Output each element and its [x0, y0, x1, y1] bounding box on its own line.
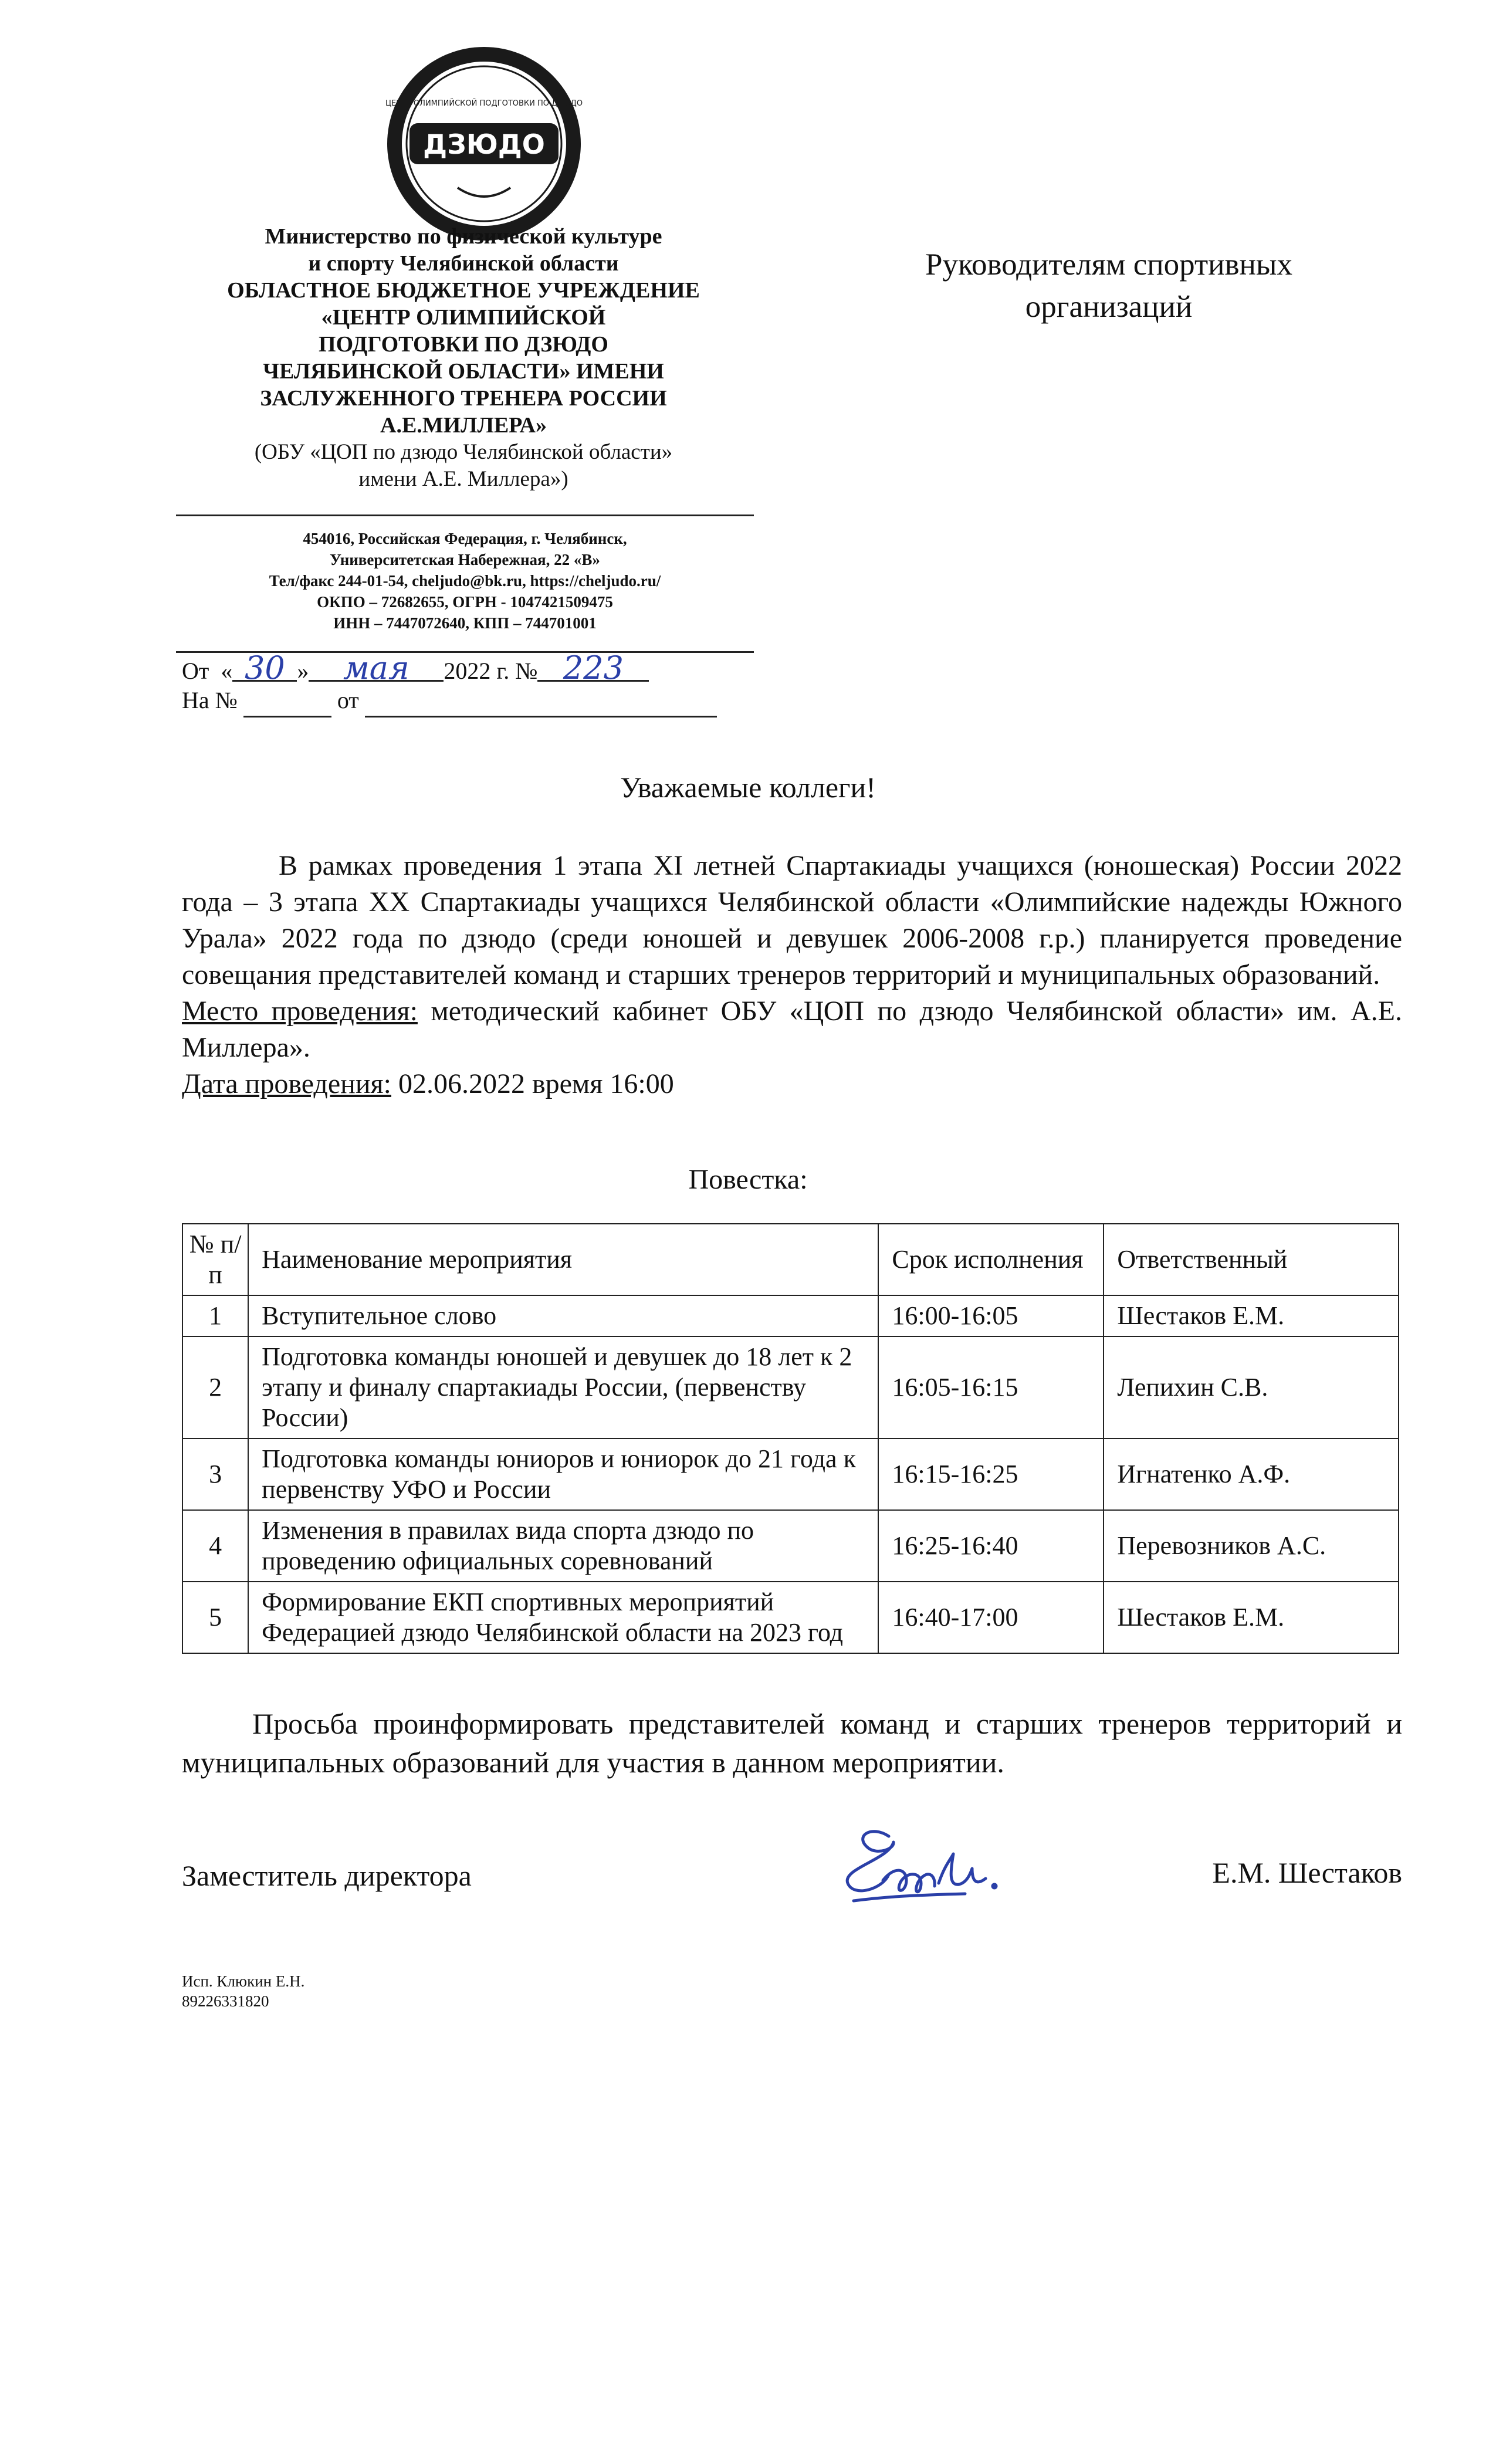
- organization-logo: [381, 41, 587, 246]
- addressee-line: Руководителям спортивных: [925, 248, 1292, 282]
- body-paragraph: В рамках проведения 1 этапа XI летней Спартакиады учащихся (юношеская) России 2022 года – 3 этапа XX Спартакиады учащихся Челябинской области «Олимпийские надежды Южного Урала» 2022 года по дзюдо (среди юношей и девушек 2006-2008 г.р.) планируется проведение совещания представителей команд и старших тренеров территорий и муниципальных образований.: [182, 850, 1402, 990]
- addressee: [868, 243, 1349, 328]
- meeting-date: [182, 1066, 1402, 1102]
- row-num: 3: [182, 1439, 248, 1510]
- place-value: методический кабинет ОБУ «ЦОП по дзюдо Челябинской области» им. А.Е. Миллера».: [182, 996, 1403, 1063]
- address-line: Тел/факс 244-01-54, cheljudo@bk.ru, https://cheljudo.ru/: [269, 572, 661, 590]
- letterhead-line: ЧЕЛЯБИНСКОЙ ОБЛАСТИ» ИМЕНИ: [263, 359, 664, 384]
- signatory-role: Заместитель директора: [182, 1859, 472, 1892]
- row-num: 1: [182, 1295, 248, 1336]
- row-num: 4: [182, 1510, 248, 1582]
- header-num: № п/п: [182, 1224, 248, 1295]
- table-row: [182, 1295, 1399, 1336]
- row-responsible: Перевозников А.С.: [1104, 1510, 1399, 1582]
- date-value: 02.06.2022 время 16:00: [391, 1068, 674, 1099]
- logo-text: ДЗЮДО: [423, 128, 545, 160]
- address-line: ИНН – 7447072640, КПП – 744701001: [333, 614, 597, 632]
- closing-request: Просьба проинформировать представителей команд и старших тренеров территорий и муниципальных образований для участия в данном мероприятии.: [182, 1707, 1402, 1779]
- letterhead-line: ОБЛАСТНОЕ БЮДЖЕТНОЕ УЧРЕЖДЕНИЕ: [227, 278, 700, 303]
- agenda-title: Повестка:: [688, 1164, 808, 1195]
- row-num: 5: [182, 1582, 248, 1653]
- address-line: Университетская Набережная, 22 «В»: [330, 551, 600, 568]
- executor-name: Исп. Клюкин Е.Н.: [182, 1972, 305, 1990]
- header-responsible: Ответственный: [1104, 1224, 1399, 1295]
- logo-ring-text: ЦЕНТР ОЛИМПИЙСКОЙ ПОДГОТОВКИ ПО ДЗЮДО: [385, 99, 583, 108]
- header-time: Срок исполнения: [878, 1224, 1104, 1295]
- ref-from-word: от: [337, 687, 359, 713]
- row-responsible: Шестаков Е.М.: [1104, 1582, 1399, 1653]
- ref-year: 2022 г. №: [444, 658, 538, 684]
- executor-info: [182, 1971, 304, 2011]
- agenda-table: [182, 1223, 1399, 1654]
- row-name: Изменения в правилах вида спорта дзюдо по проведению официальных соревнований: [248, 1510, 878, 1582]
- row-time: 16:40-17:00: [878, 1582, 1104, 1653]
- letterhead-line: ПОДГОТОВКИ ПО ДЗЮДО: [319, 332, 608, 357]
- letterhead: [176, 223, 751, 493]
- letterhead-line: ЗАСЛУЖЕННОГО ТРЕНЕРА РОССИИ: [260, 386, 667, 411]
- table-row: [182, 1510, 1399, 1582]
- ref-to-label: На №: [182, 687, 238, 713]
- ref-from-label: От: [182, 658, 209, 684]
- row-responsible: Шестаков Е.М.: [1104, 1295, 1399, 1336]
- address-line: 454016, Российская Федерация, г. Челябинск,: [303, 530, 627, 547]
- letterhead-divider: [176, 515, 754, 516]
- row-time: 16:25-16:40: [878, 1510, 1104, 1582]
- letterhead-line: «ЦЕНТР ОЛИМПИЙСКОЙ: [321, 305, 606, 330]
- letter-body: [182, 848, 1402, 1102]
- handwritten-signature: [818, 1813, 1018, 1936]
- outgoing-reference: От « 30 » мая 2022 г. № 223: [182, 656, 649, 686]
- letterhead-line: и спорту Челябинской области: [308, 251, 619, 276]
- greeting: Уважаемые коллеги!: [620, 771, 876, 804]
- row-responsible: Игнатенко А.Ф.: [1104, 1439, 1399, 1510]
- date-label: Дата проведения:: [182, 1068, 391, 1099]
- row-time: 16:15-16:25: [878, 1439, 1104, 1510]
- row-time: 16:05-16:15: [878, 1336, 1104, 1439]
- addressee-line: организаций: [1025, 290, 1193, 324]
- row-name: Подготовка команды юношей и девушек до 18 лет к 2 этапу и финалу спартакиады России, (первенству России): [248, 1336, 878, 1439]
- executor-phone: 89226331820: [182, 1992, 269, 2010]
- place-label: Место проведения:: [182, 996, 418, 1027]
- letterhead-line: А.Е.МИЛЛЕРА»: [380, 413, 547, 438]
- row-name: Формирование ЕКП спортивных мероприятий Федерацией дзюдо Челябинской области на 2023 год: [248, 1582, 878, 1653]
- header-name: Наименование мероприятия: [248, 1224, 878, 1295]
- letterhead-short-name: имени А.Е. Миллера»): [358, 467, 568, 491]
- row-name: Подготовка команды юниоров и юниорок до 21 года к первенству УФО и России: [248, 1439, 878, 1510]
- ref-number: 223: [537, 656, 649, 682]
- table-row: [182, 1439, 1399, 1510]
- signatory-name: Е.М. Шестаков: [1212, 1856, 1402, 1889]
- table-header-row: [182, 1224, 1399, 1295]
- row-num: 2: [182, 1336, 248, 1439]
- table-row: [182, 1336, 1399, 1439]
- row-time: 16:00-16:05: [878, 1295, 1104, 1336]
- ref-month: мая: [309, 656, 444, 682]
- address-line: ОКПО – 72682655, ОГРН - 1047421509475: [317, 593, 613, 611]
- letterhead-short-name: (ОБУ «ЦОП по дзюдо Челябинской области»: [254, 440, 673, 464]
- row-name: Вступительное слово: [248, 1295, 878, 1336]
- table-row: [182, 1582, 1399, 1653]
- incoming-reference: [182, 685, 717, 717]
- letterhead-line: Министерство по физической культуре: [265, 224, 662, 249]
- letterhead-address: [176, 528, 754, 634]
- meeting-place: [182, 993, 1402, 1066]
- ref-day: 30: [232, 656, 297, 682]
- row-responsible: Лепихин С.В.: [1104, 1336, 1399, 1439]
